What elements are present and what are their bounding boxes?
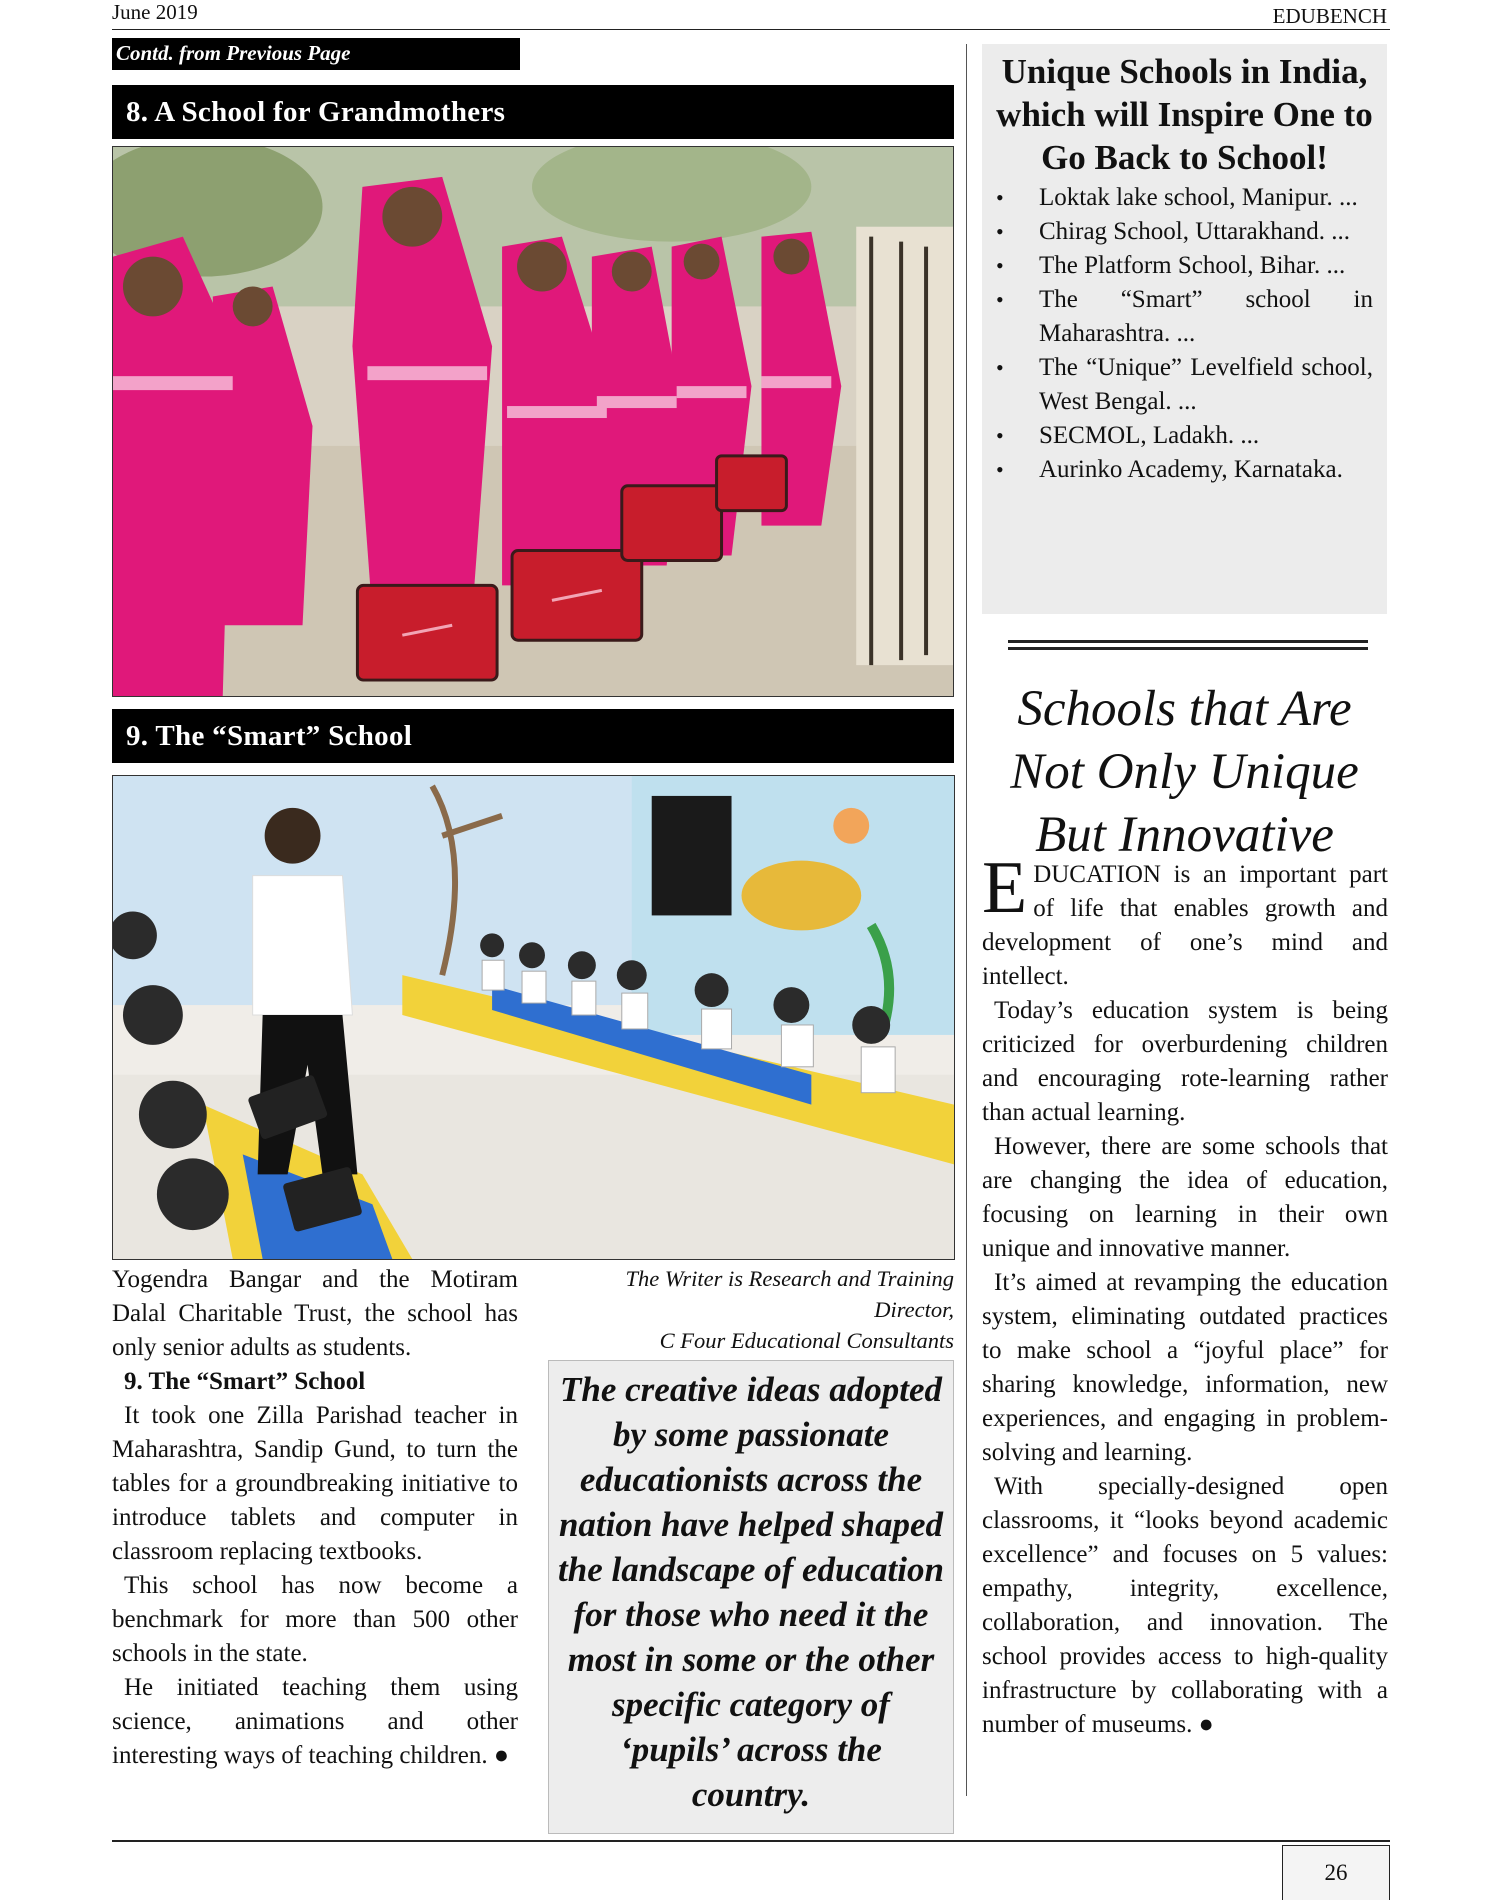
list-item: • Loktak lake school, Manipur. ...: [996, 181, 1373, 215]
article-paragraph-1: [982, 847, 1388, 994]
article-paragraph-1-text: DUCATION is an important part of life that enables growth and development of one’s mind and intellect.: [982, 861, 1388, 990]
article-body: [982, 847, 1388, 1742]
grandmothers-photo: [112, 146, 954, 697]
article-paragraph-5: With specially-designed open classrooms, it “looks beyond academic excellence” and focuses on 5 values: empathy, integrity, excellence, collaboration, and innovation. The school provides access to high-quality infrastructure by collaborating with a number of museums. ●: [982, 1473, 1388, 1738]
writer-credit-role: The Writer is Research and Training Director,: [625, 1266, 954, 1322]
writer-credit-company: C Four Educational Consultants: [659, 1328, 954, 1353]
footer-rule: [112, 1840, 1390, 1842]
unique-schools-box: [982, 44, 1387, 614]
left-column-text: [112, 1263, 518, 1773]
publication-name: EDUBENCH: [1272, 4, 1387, 28]
unique-schools-title: Unique Schools in India, which will Inspire One to Go Back to School!: [996, 52, 1373, 177]
list-item: • The “Unique” Levelfield school, West Bengal. ...: [996, 351, 1373, 419]
smart-school-photo: [112, 775, 955, 1260]
drop-cap: E: [982, 847, 1028, 929]
article-paragraph-2: Today’s education system is being criticized for overburdening children and encouraging rote-learning rather than actual learning.: [982, 997, 1388, 1126]
list-item: • The “Smart” school in Maharashtra. ...: [996, 283, 1373, 351]
pull-quote: The creative ideas adopted by some passionate educationists across the nation have helped shaped the landscape of education for those who need it the most in some or the other specific category of ‘pupils’ across the country.: [548, 1360, 954, 1834]
section-8-continuation: Yogendra Bangar and the Motiram Dalal Charitable Trust, the school has only senior adults as students.: [112, 1266, 518, 1361]
writer-credit: [548, 1263, 954, 1356]
article-headline: Schools that Are Not Only Unique But Innovative: [1010, 681, 1359, 863]
list-item: • SECMOL, Ladakh. ...: [996, 419, 1373, 453]
list-item: • The Platform School, Bihar. ...: [996, 249, 1373, 283]
left-paragraph-2: This school has now become a benchmark for more than 500 other schools in the state.: [112, 1572, 518, 1667]
section-9-heading: 9. The “Smart” School: [112, 709, 954, 763]
header-rule: [112, 29, 1390, 30]
left-paragraph-1: It took one Zilla Parishad teacher in Maharashtra, Sandip Gund, to turn the tables for a groundbreaking initiative to introduce tablets and computer in classroom replacing textbooks.: [112, 1402, 518, 1565]
section-8-heading: 8. A School for Grandmothers: [112, 85, 954, 139]
page-number: 26: [1282, 1845, 1390, 1900]
left-paragraph-3: He initiated teaching them using science, animations and other interesting ways of teaching children. ●: [112, 1674, 518, 1769]
unique-schools-list: [996, 181, 1373, 487]
article-paragraph-3: However, there are some schools that are changing the idea of education, focusing on learning in their own unique and innovative manner.: [982, 1133, 1388, 1262]
article-paragraph-4: It’s aimed at revamping the education system, eliminating outdated practices to make school a “joyful place” for sharing knowledge, information, new experiences, and engaging in problem-solving and learning.: [982, 1269, 1388, 1466]
continued-label: Contd. from Previous Page: [112, 38, 520, 70]
list-item: • Aurinko Academy, Karnataka.: [996, 453, 1373, 487]
double-rule-divider: [1008, 640, 1368, 650]
list-item: • Chirag School, Uttarakhand. ...: [996, 215, 1373, 249]
section-9-subheading: 9. The “Smart” School: [124, 1368, 366, 1395]
column-divider: [966, 44, 967, 1796]
issue-date: June 2019: [112, 0, 198, 24]
